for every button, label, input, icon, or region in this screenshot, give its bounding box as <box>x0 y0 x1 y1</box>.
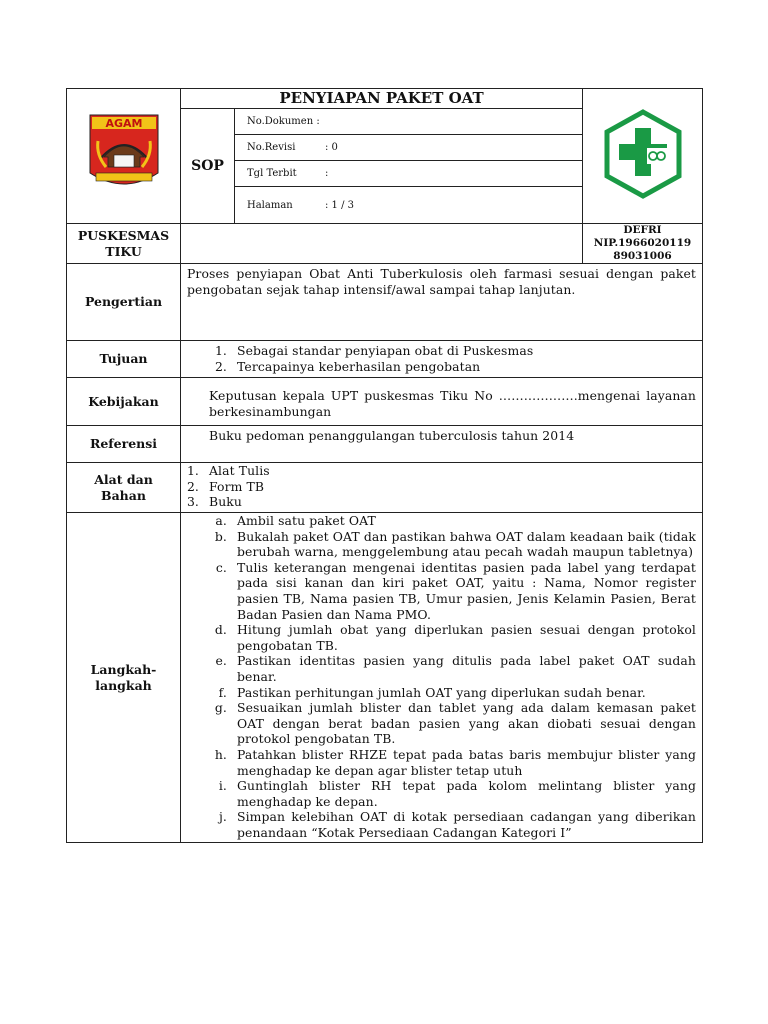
meta-key: Halaman <box>247 199 293 211</box>
list-item: 1. Alat Tulis <box>203 463 696 479</box>
list-item: g. Sesuaikan jumlah blister dan tablet yang ada dalam kemasan paket OAT dengan berat badan pasien yang akan diobati sesuai dengan protokol pengobatan TB. <box>231 700 696 747</box>
meta-key: Tgl Terbit <box>247 168 297 179</box>
list-item: b. Bukalah paket OAT dan pastikan bahwa OAT dalam keadaan baik (tidak berubah warna, menggelembung atau pecah wadah maupun tabletnya) <box>231 529 696 560</box>
langkah-label <box>67 513 181 843</box>
signer-nip-line1: NIP.1966020119 <box>593 237 692 249</box>
kebijakan-text: Keputusan kepala UPT puskesmas Tiku No ……………….mengenai layanan berkesinambungan <box>181 378 703 426</box>
alat-label <box>67 463 181 513</box>
org-line1: PUSKESMAS <box>77 227 170 243</box>
sop-document <box>66 88 702 843</box>
list-item: a. Ambil satu paket OAT <box>231 513 696 529</box>
org-line2: TIKU <box>105 243 142 259</box>
langkah-label-line1: Langkah- <box>90 661 157 677</box>
alat-label-line1: Alat dan <box>94 471 153 487</box>
list-item: j. Simpan kelebihan OAT di kotak persediaan cadangan yang diberikan penandaan “Kotak Persediaan Cadangan Kategori I” <box>231 809 696 840</box>
kebijakan-label: Kebijakan <box>67 378 181 426</box>
puskesmas-logo-cell <box>583 89 703 224</box>
signer-nip-line2: 89031006 <box>613 250 672 262</box>
agam-logo-cell <box>67 89 181 224</box>
list-item: f. Pastikan perhitungan jumlah OAT yang diperlukan sudah benar. <box>231 685 696 701</box>
list-item: 1. Sebagai standar penyiapan obat di Puskesmas <box>231 343 696 359</box>
meta-row-terbit <box>235 161 583 187</box>
meta-value: : 1 / 3 <box>325 199 354 211</box>
list-item: 2. Tercapainya keberhasilan pengobatan <box>231 359 696 375</box>
sop-table <box>66 88 703 843</box>
alat-content <box>181 463 703 513</box>
signer-block <box>583 224 703 264</box>
tujuan-label: Tujuan <box>67 341 181 378</box>
langkah-label-line2: langkah <box>95 677 152 693</box>
blank-header-cell <box>181 224 583 264</box>
meta-row-halaman <box>235 187 583 224</box>
agam-logo-icon <box>84 111 164 197</box>
meta-key: No.Revisi <box>247 142 296 153</box>
page-title: PENYIAPAN PAKET OAT <box>181 89 583 109</box>
sop-label: SOP <box>181 109 235 224</box>
tujuan-content <box>181 341 703 378</box>
meta-row-revisi <box>235 135 583 161</box>
meta-row-dokumen <box>235 109 583 135</box>
list-item: 2. Form TB <box>203 479 696 495</box>
alat-label-line2: Bahan <box>101 487 146 503</box>
pengertian-text: Proses penyiapan Obat Anti Tuberkulosis oleh farmasi sesuai dengan paket pengobatan sejak tahap intensif/awal sampai tahap lanjutan. <box>181 264 703 341</box>
list-item: e. Pastikan identitas pasien yang ditulis pada label paket OAT sudah benar. <box>231 653 696 684</box>
meta-key: No.Dokumen : <box>247 116 320 127</box>
referensi-text: Buku pedoman penanggulangan tuberculosis tahun 2014 <box>181 426 703 463</box>
signer-name: DEFRI <box>623 224 662 236</box>
langkah-content <box>181 513 703 843</box>
list-item: 3. Buku <box>203 494 696 510</box>
list-item: i. Guntinglah blister RH tepat pada kolom melintang blister yang menghadap ke depan. <box>231 778 696 809</box>
logo-text: AGAM <box>104 117 143 130</box>
org-name <box>67 224 181 264</box>
meta-value: : <box>325 168 329 179</box>
list-item: c. Tulis keterangan mengenai identitas pasien pada label yang terdapat pada sisi kanan dan kiri paket OAT, yaitu : Nama, Nomor register pasien TB, Nama pasien TB, Umur pasien, Jenis Kelamin Pasien, Berat Badan Pasien dan Nama PMO. <box>231 560 696 622</box>
puskesmas-logo-icon <box>601 108 685 200</box>
referensi-label: Referensi <box>67 426 181 463</box>
list-item: d. Hitung jumlah obat yang diperlukan pasien sesuai dengan protokol pengobatan TB. <box>231 622 696 653</box>
list-item: h. Patahkan blister RHZE tepat pada batas baris membujur blister yang menghadap ke depan agar blister tetap utuh <box>231 747 696 778</box>
pengertian-label: Pengertian <box>67 264 181 341</box>
meta-value: : 0 <box>325 142 338 153</box>
